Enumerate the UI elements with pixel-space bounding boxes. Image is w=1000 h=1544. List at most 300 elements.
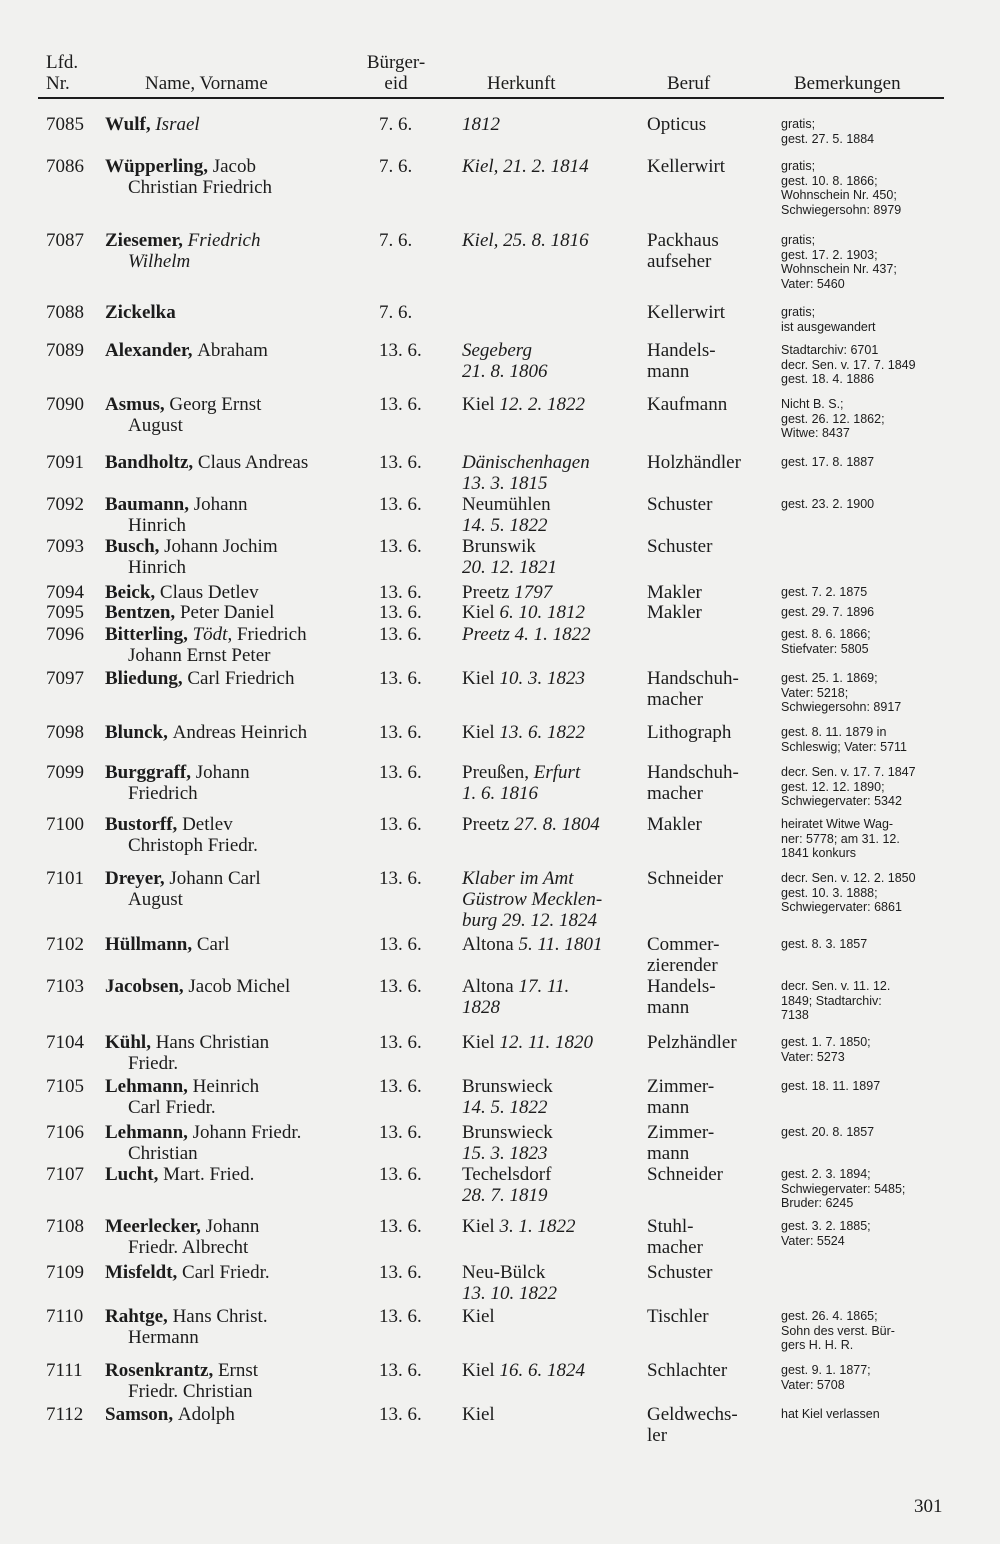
entry-remarks bbox=[781, 394, 885, 441]
text-segment: Zickelka bbox=[105, 302, 176, 323]
entry-oath-date: 13. 6. bbox=[379, 1076, 422, 1097]
text-segment: Friedrich bbox=[128, 783, 198, 804]
text-segment: Altona bbox=[462, 934, 519, 955]
text-segment: Kiel bbox=[462, 1404, 495, 1425]
entry-origin bbox=[462, 1404, 495, 1425]
text-segment: Hinrich bbox=[128, 557, 187, 578]
entry-name bbox=[105, 722, 307, 743]
entry-origin bbox=[462, 494, 551, 536]
entry-origin bbox=[462, 582, 552, 603]
entry-number: 7094 bbox=[46, 582, 84, 603]
text-segment: 3. 1. 1822 bbox=[499, 1216, 576, 1237]
entry-occupation bbox=[647, 868, 723, 889]
entry-occupation bbox=[647, 1404, 738, 1446]
entry-occupation bbox=[647, 1076, 714, 1118]
remark-line: Stiefvater: 5805 bbox=[781, 641, 869, 656]
remark-line: Vater: 5460 bbox=[781, 276, 845, 291]
remark-line: gest. 27. 5. 1884 bbox=[781, 131, 875, 146]
header-bemerkungen: Bemerkungen bbox=[794, 73, 901, 94]
text-segment: Friedr. Albrecht bbox=[128, 1237, 249, 1258]
text-segment: 1. 6. 1816 bbox=[462, 783, 538, 804]
text-segment: Brunswik bbox=[462, 536, 536, 557]
text-segment: Carl Friedr. bbox=[182, 1262, 270, 1283]
entry-number: 7088 bbox=[46, 302, 84, 323]
entry-origin bbox=[462, 602, 585, 623]
occupation-line: Schneider bbox=[647, 1164, 723, 1185]
text-segment: Neu-Bülck bbox=[462, 1262, 546, 1283]
entry-number: 7090 bbox=[46, 394, 84, 415]
occupation-line: Commer- bbox=[647, 934, 720, 955]
text-segment: Carl bbox=[196, 934, 230, 955]
remark-line: hat Kiel verlassen bbox=[781, 1407, 880, 1421]
entry-number: 7096 bbox=[46, 624, 84, 645]
remark-line: Vater: 5708 bbox=[781, 1377, 845, 1392]
entry-oath-date: 13. 6. bbox=[379, 340, 422, 361]
text-segment: Lehmann, bbox=[105, 1122, 193, 1143]
entry-occupation bbox=[647, 494, 712, 515]
text-segment: Bliedung, bbox=[105, 668, 188, 689]
text-segment: Bitterling, bbox=[105, 624, 193, 645]
text-segment: Bentzen, bbox=[105, 602, 180, 623]
remark-line: 7138 bbox=[781, 1008, 809, 1022]
text-segment: Hermann bbox=[128, 1327, 199, 1348]
entry-remarks bbox=[781, 1032, 871, 1064]
entry-oath-date: 13. 6. bbox=[379, 624, 422, 645]
remark-line: Sohn des verst. Bür- bbox=[781, 1323, 895, 1338]
entry-oath-date: 13. 6. bbox=[379, 668, 422, 689]
entry-remarks bbox=[781, 976, 890, 1023]
text-segment: Christian Friedrich bbox=[128, 177, 273, 198]
entry-remarks bbox=[781, 1122, 874, 1140]
occupation-line: Kaufmann bbox=[647, 394, 728, 415]
entry-origin bbox=[462, 814, 600, 835]
entry-occupation bbox=[647, 452, 741, 473]
text-segment: Preetz bbox=[462, 582, 515, 603]
entry-occupation bbox=[647, 340, 716, 382]
entry-origin bbox=[462, 394, 585, 415]
remark-line: gest. 25. 1. 1869; bbox=[781, 671, 878, 685]
text-segment: Detlev bbox=[182, 814, 233, 835]
entry-number: 7085 bbox=[46, 114, 84, 135]
text-segment: Peter Daniel bbox=[179, 602, 275, 623]
entry-remarks bbox=[781, 156, 901, 217]
remark-line: Schwiegervater: 6861 bbox=[781, 900, 902, 914]
entry-occupation bbox=[647, 602, 702, 623]
entry-origin bbox=[462, 1216, 575, 1237]
entry-origin bbox=[462, 868, 602, 931]
entry-number: 7097 bbox=[46, 668, 84, 689]
text-segment: Christoph Friedr. bbox=[128, 835, 258, 856]
entry-origin bbox=[462, 1076, 553, 1118]
remark-line: gest. 10. 3. 1888; bbox=[781, 885, 878, 900]
text-segment: Jacob Michel bbox=[188, 976, 291, 997]
entry-remarks bbox=[781, 230, 897, 291]
text-segment: Brunswieck bbox=[462, 1122, 553, 1143]
entry-name bbox=[105, 394, 261, 436]
text-segment: 14. 5. 1822 bbox=[462, 1097, 548, 1118]
entry-number: 7089 bbox=[46, 340, 84, 361]
text-segment: Busch, bbox=[105, 536, 165, 557]
remark-line: 1841 konkurs bbox=[781, 846, 857, 860]
entry-name bbox=[105, 156, 272, 198]
entry-oath-date: 13. 6. bbox=[379, 1262, 422, 1283]
occupation-line: Schneider bbox=[647, 868, 723, 889]
entry-number: 7102 bbox=[46, 934, 84, 955]
entry-number: 7107 bbox=[46, 1164, 84, 1185]
text-segment: Altona bbox=[462, 976, 519, 997]
entry-origin bbox=[462, 230, 589, 251]
remark-line: gest. 26. 12. 1862; bbox=[781, 411, 885, 426]
entry-number: 7087 bbox=[46, 230, 84, 251]
entry-origin bbox=[462, 722, 585, 743]
text-segment: Wüpperling, bbox=[105, 156, 213, 177]
text-segment: Friedr. bbox=[128, 1053, 179, 1074]
entry-occupation bbox=[647, 722, 731, 743]
remark-line: Schleswig; Vater: 5711 bbox=[781, 739, 907, 754]
text-segment: Kühl, bbox=[105, 1032, 156, 1053]
occupation-line: mann bbox=[647, 1143, 690, 1164]
header-rule bbox=[38, 97, 944, 99]
entry-oath-date: 13. 6. bbox=[379, 814, 422, 835]
entry-name bbox=[105, 868, 261, 910]
remark-line: gest. 7. 2. 1875 bbox=[781, 585, 868, 599]
occupation-line: Stuhl- bbox=[647, 1216, 694, 1237]
entry-remarks bbox=[781, 340, 916, 387]
remark-line: Vater: 5524 bbox=[781, 1233, 845, 1248]
entry-number: 7101 bbox=[46, 868, 84, 889]
entry-occupation bbox=[647, 1262, 712, 1283]
entry-oath-date: 13. 6. bbox=[379, 1032, 422, 1053]
remark-line: gratis; bbox=[781, 305, 816, 319]
entry-remarks bbox=[781, 302, 876, 334]
entry-oath-date: 13. 6. bbox=[379, 494, 422, 515]
entry-oath-date: 13. 6. bbox=[379, 762, 422, 783]
occupation-line: Geldwechs- bbox=[647, 1404, 738, 1425]
text-segment: Claus Detlev bbox=[159, 582, 259, 603]
entry-occupation bbox=[647, 230, 719, 272]
text-segment: Abraham bbox=[197, 340, 268, 361]
text-segment: Johann Jochim bbox=[164, 536, 278, 557]
remark-line: gest. 1. 7. 1850; bbox=[781, 1035, 871, 1049]
occupation-line: Zimmer- bbox=[647, 1122, 715, 1143]
occupation-line: macher bbox=[647, 689, 703, 710]
entry-oath-date: 13. 6. bbox=[379, 1306, 422, 1327]
text-segment: 16. 6. 1824 bbox=[499, 1360, 585, 1381]
page-number: 301 bbox=[914, 1496, 943, 1517]
text-segment: 6. 10. 1812 bbox=[499, 602, 585, 623]
entry-name bbox=[105, 1306, 268, 1348]
remark-line: Witwe: 8437 bbox=[781, 426, 850, 440]
entry-name bbox=[105, 814, 258, 856]
occupation-line: Packhaus bbox=[647, 230, 719, 251]
remark-line: gest. 29. 7. 1896 bbox=[781, 605, 875, 619]
text-segment: 21. 8. 1806 bbox=[462, 361, 548, 382]
text-segment: Beick, bbox=[105, 582, 160, 603]
entry-occupation bbox=[647, 394, 727, 415]
entry-occupation bbox=[647, 1216, 703, 1258]
entry-oath-date: 13. 6. bbox=[379, 536, 422, 557]
entry-number: 7109 bbox=[46, 1262, 84, 1283]
entry-name bbox=[105, 1216, 259, 1258]
text-segment: Kiel bbox=[462, 1216, 500, 1237]
entry-remarks bbox=[781, 494, 874, 512]
text-segment: Hans Christ. bbox=[172, 1306, 268, 1327]
entry-occupation bbox=[647, 1164, 723, 1185]
text-segment: Rahtge, bbox=[105, 1306, 173, 1327]
remark-line: gest. 18. 4. 1886 bbox=[781, 372, 875, 386]
occupation-line: Schuster bbox=[647, 536, 713, 557]
text-segment: Wilhelm bbox=[128, 251, 191, 272]
entry-origin bbox=[462, 1032, 593, 1053]
entry-occupation bbox=[647, 582, 702, 603]
entry-name bbox=[105, 452, 308, 473]
text-segment: Ziesemer, bbox=[105, 230, 188, 251]
text-segment: Adolph bbox=[177, 1404, 235, 1425]
remark-line: Wohnschein Nr. 437; bbox=[781, 262, 897, 276]
remark-line: gest. 8. 11. 1879 in bbox=[781, 725, 887, 739]
remark-line: Schwiegervater: 5485; bbox=[781, 1181, 906, 1196]
remark-line: decr. Sen. v. 17. 7. 1847 bbox=[781, 765, 916, 779]
entry-number: 7091 bbox=[46, 452, 84, 473]
entry-remarks bbox=[781, 1404, 880, 1422]
text-segment: Johann bbox=[193, 494, 248, 515]
occupation-line: Handels- bbox=[647, 340, 716, 361]
text-segment: 1828 bbox=[462, 997, 500, 1018]
remark-line: heiratet Witwe Wag- bbox=[781, 817, 894, 831]
text-segment: Dänischenhagen bbox=[462, 452, 590, 473]
text-segment: 20. 12. 1821 bbox=[462, 557, 557, 578]
text-segment: 13. 10. 1822 bbox=[462, 1283, 557, 1304]
occupation-line: Zimmer- bbox=[647, 1076, 715, 1097]
text-segment: Kiel, 21. 2. 1814 bbox=[462, 156, 589, 177]
entry-remarks bbox=[781, 668, 901, 715]
entry-remarks bbox=[781, 1076, 880, 1094]
entry-number: 7086 bbox=[46, 156, 84, 177]
entry-origin bbox=[462, 536, 557, 578]
remark-line: gratis; bbox=[781, 159, 816, 173]
text-segment: 1812 bbox=[462, 114, 500, 135]
entry-number: 7098 bbox=[46, 722, 84, 743]
occupation-line: Handels- bbox=[647, 976, 716, 997]
text-segment: August bbox=[128, 889, 183, 910]
remark-line: Wohnschein Nr. 450; bbox=[781, 188, 897, 202]
text-segment: 10. 3. 1823 bbox=[499, 668, 585, 689]
entry-occupation bbox=[647, 668, 739, 710]
entry-name bbox=[105, 1032, 269, 1074]
occupation-line: Makler bbox=[647, 582, 702, 603]
remark-line: gest. 18. 11. 1897 bbox=[781, 1079, 881, 1093]
text-segment: Johann Carl bbox=[169, 868, 261, 889]
entry-remarks bbox=[781, 1360, 871, 1392]
text-segment: 14. 5. 1822 bbox=[462, 515, 548, 536]
text-segment: Friedr. Christian bbox=[128, 1381, 253, 1402]
occupation-line: Handschuh- bbox=[647, 762, 739, 783]
text-segment: Kiel bbox=[462, 602, 500, 623]
text-segment: Neumühlen bbox=[462, 494, 551, 515]
text-segment: Brunswieck bbox=[462, 1076, 553, 1097]
text-segment: Kiel bbox=[462, 722, 500, 743]
text-segment: 28. 7. 1819 bbox=[462, 1185, 548, 1206]
text-segment: 13. 6. 1822 bbox=[499, 722, 585, 743]
occupation-line: zierender bbox=[647, 955, 718, 976]
entry-origin bbox=[462, 668, 585, 689]
entry-oath-date: 13. 6. bbox=[379, 452, 422, 473]
occupation-line: Kellerwirt bbox=[647, 302, 726, 323]
entry-number: 7100 bbox=[46, 814, 84, 835]
text-segment: burg 29. 12. 1824 bbox=[462, 910, 597, 931]
remark-line: gest. 17. 2. 1903; bbox=[781, 247, 878, 262]
occupation-line: Lithograph bbox=[647, 722, 732, 743]
entry-remarks bbox=[781, 602, 874, 620]
text-segment: Christian bbox=[128, 1143, 198, 1164]
entry-name bbox=[105, 668, 294, 689]
remark-line: gest. 20. 8. 1857 bbox=[781, 1125, 875, 1139]
entry-number: 7092 bbox=[46, 494, 84, 515]
occupation-line: Makler bbox=[647, 814, 702, 835]
header-name: Name, Vorname bbox=[145, 73, 268, 94]
entry-number: 7106 bbox=[46, 1122, 84, 1143]
text-segment: Preetz 4. 1. 1822 bbox=[462, 624, 591, 645]
entry-name bbox=[105, 1404, 235, 1425]
entry-name bbox=[105, 602, 274, 623]
remark-line: decr. Sen. v. 12. 2. 1850 bbox=[781, 871, 916, 885]
text-segment: Kiel bbox=[462, 1360, 500, 1381]
entry-origin bbox=[462, 452, 590, 494]
remark-line: Stadtarchiv: 6701 bbox=[781, 343, 879, 357]
remark-line: gest. 10. 8. 1866; bbox=[781, 173, 878, 188]
remark-line: gest. 23. 2. 1900 bbox=[781, 497, 875, 511]
remark-line: gest. 12. 12. 1890; bbox=[781, 779, 885, 794]
entry-origin bbox=[462, 156, 589, 177]
occupation-line: mann bbox=[647, 997, 690, 1018]
text-segment: , Friedrich bbox=[227, 624, 307, 645]
text-segment: Hüllmann, bbox=[105, 934, 197, 955]
entry-name bbox=[105, 494, 248, 536]
entry-oath-date: 13. 6. bbox=[379, 582, 422, 603]
entry-name bbox=[105, 1262, 270, 1283]
entry-number: 7093 bbox=[46, 536, 84, 557]
entry-number: 7095 bbox=[46, 602, 84, 623]
entry-oath-date: 13. 6. bbox=[379, 1404, 422, 1425]
occupation-line: macher bbox=[647, 783, 703, 804]
text-segment: Rosenkrantz, bbox=[105, 1360, 218, 1381]
entry-number: 7104 bbox=[46, 1032, 84, 1053]
occupation-line: Schuster bbox=[647, 494, 713, 515]
text-segment: Alexander, bbox=[105, 340, 198, 361]
entry-origin bbox=[462, 976, 569, 1018]
entry-oath-date: 7. 6. bbox=[379, 230, 413, 251]
entry-origin bbox=[462, 1360, 585, 1381]
entry-remarks bbox=[781, 934, 867, 952]
text-segment: Kiel bbox=[462, 394, 500, 415]
remark-line: ist ausgewandert bbox=[781, 319, 876, 334]
entry-origin bbox=[462, 762, 580, 804]
occupation-line: ler bbox=[647, 1425, 668, 1446]
entry-occupation bbox=[647, 114, 706, 135]
text-segment: Burggraff, bbox=[105, 762, 196, 783]
entry-occupation bbox=[647, 934, 719, 976]
remark-line: decr. Sen. v. 11. 12. bbox=[781, 979, 891, 993]
text-segment: 12. 2. 1822 bbox=[499, 394, 585, 415]
entry-remarks bbox=[781, 624, 871, 656]
entry-oath-date: 13. 6. bbox=[379, 394, 422, 415]
occupation-line: Makler bbox=[647, 602, 702, 623]
entry-name bbox=[105, 762, 250, 804]
entry-name bbox=[105, 1164, 254, 1185]
occupation-line: mann bbox=[647, 361, 690, 382]
text-segment: Lucht, bbox=[105, 1164, 164, 1185]
text-segment: Segeberg bbox=[462, 340, 532, 361]
entry-number: 7108 bbox=[46, 1216, 84, 1237]
text-segment: Kiel, 25. 8. 1816 bbox=[462, 230, 589, 251]
occupation-line: Holzhändler bbox=[647, 452, 741, 473]
entry-number: 7103 bbox=[46, 976, 84, 997]
remark-line: gest. 2. 3. 1894; bbox=[781, 1167, 871, 1181]
entry-name bbox=[105, 536, 278, 578]
text-segment: Hinrich bbox=[128, 515, 187, 536]
occupation-line: Pelzhändler bbox=[647, 1032, 737, 1053]
remark-line: gratis; bbox=[781, 233, 816, 247]
entry-occupation bbox=[647, 536, 712, 557]
text-segment: 27. 8. 1804 bbox=[514, 814, 600, 835]
text-segment: Bustorff, bbox=[105, 814, 183, 835]
entry-occupation bbox=[647, 1360, 727, 1381]
occupation-line: macher bbox=[647, 1237, 703, 1258]
entry-occupation bbox=[647, 762, 739, 804]
text-segment: Johann Ernst Peter bbox=[128, 645, 271, 666]
entry-occupation bbox=[647, 156, 725, 177]
entry-remarks bbox=[781, 1306, 895, 1353]
entry-origin bbox=[462, 1122, 553, 1164]
text-segment: 12. 11. 1820 bbox=[499, 1032, 594, 1053]
entry-origin bbox=[462, 114, 500, 135]
text-segment: 5. 11. 1801 bbox=[518, 934, 603, 955]
entry-origin bbox=[462, 1306, 495, 1327]
remark-line: Schwiegersohn: 8979 bbox=[781, 202, 902, 217]
text-segment: Andreas Heinrich bbox=[172, 722, 308, 743]
entry-remarks bbox=[781, 114, 874, 146]
remark-line: decr. Sen. v. 17. 7. 1849 bbox=[781, 357, 916, 372]
text-segment: 1797 bbox=[514, 582, 553, 603]
entry-origin bbox=[462, 624, 591, 645]
entry-occupation bbox=[647, 814, 702, 835]
text-segment: Tödt bbox=[192, 624, 228, 645]
occupation-line: Schlachter bbox=[647, 1360, 728, 1381]
entry-remarks bbox=[781, 868, 916, 915]
text-segment: Claus Andreas bbox=[197, 452, 309, 473]
occupation-line: mann bbox=[647, 1097, 690, 1118]
entry-number: 7110 bbox=[46, 1306, 84, 1327]
entry-oath-date: 13. 6. bbox=[379, 976, 422, 997]
text-segment: Samson, bbox=[105, 1404, 178, 1425]
entry-oath-date: 13. 6. bbox=[379, 868, 422, 889]
remark-line: gest. 8. 3. 1857 bbox=[781, 937, 868, 951]
header-beruf: Beruf bbox=[667, 73, 711, 94]
text-segment: Johann Friedr. bbox=[192, 1122, 302, 1143]
text-segment: Ernst bbox=[217, 1360, 259, 1381]
text-segment: 15. 3. 1823 bbox=[462, 1143, 548, 1164]
entry-remarks bbox=[781, 1216, 871, 1248]
entry-remarks bbox=[781, 722, 907, 754]
occupation-line: Kellerwirt bbox=[647, 156, 726, 177]
text-segment: 17. 11. bbox=[518, 976, 570, 997]
entry-name bbox=[105, 934, 230, 955]
text-segment: Dreyer, bbox=[105, 868, 170, 889]
text-segment: Israel bbox=[155, 114, 200, 135]
text-segment: Asmus, bbox=[105, 394, 170, 415]
header-herkunft: Herkunft bbox=[487, 73, 556, 94]
entry-remarks bbox=[781, 1164, 905, 1211]
